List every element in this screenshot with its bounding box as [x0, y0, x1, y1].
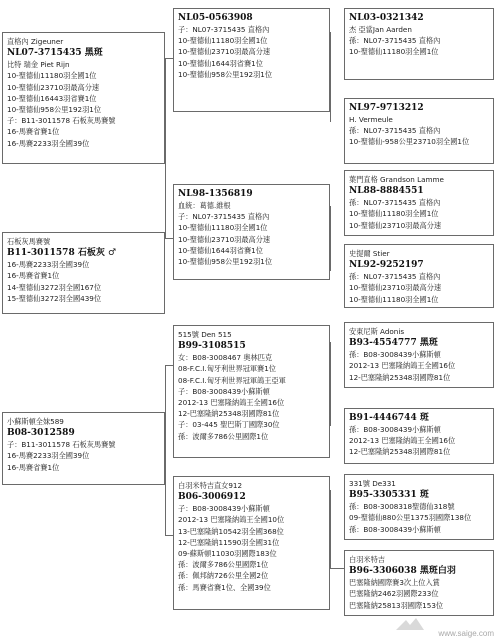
grandsire-card [173, 8, 330, 112]
card-line: 安東尼斯 Adonis [349, 327, 405, 336]
card-line: 10-聖德仙23710羽最高分速 [7, 82, 100, 92]
card-line: 孫：B08-3008439小蘇斯頓 [349, 524, 441, 534]
card-line: 09-蘇斯頓11030羽國際183位 [178, 549, 277, 559]
card-line: 10-聖德仙958公里192羽1位 [7, 105, 102, 115]
card-line: 16-馬賽省賽1位 [7, 271, 60, 281]
card-line: 石板灰馬賽號 [7, 237, 51, 246]
card-line: 杰 亞當Jan Aarden [349, 25, 412, 34]
card-line: 孫：馬賽省賽1位、全國39位 [178, 582, 271, 592]
card-line: 13-巴塞隆納10542羽全國368位 [178, 526, 284, 536]
card-line: 孫：B08-3008439小蘇斯頓 [349, 425, 441, 434]
card-line: 子：03-445 聖巴斯丁國際30位 [178, 420, 280, 430]
card-line: 2012-13 巴塞隆納鴿王全國10位 [178, 515, 285, 525]
card-line: 14-聖德仙3272羽全國167位 [7, 282, 102, 292]
watermark-text: www.saige.com [438, 629, 494, 638]
card-line: 白羽米特吉 [349, 555, 385, 564]
card-line: 16-馬賽省賽1位 [7, 127, 60, 137]
adonis-card [344, 322, 494, 388]
de331-card [344, 474, 494, 540]
card-line: 子：B08-3008439小蘇斯頓 [178, 504, 270, 514]
card-line: 12-巴塞隆納11590羽全國31位 [178, 537, 280, 547]
card-line: 10-聖德仙16443羽省賽1位 [7, 93, 97, 103]
card-line: 10-聖德仙11180羽全國1位 [349, 209, 439, 219]
marseille-pigeon-card [2, 232, 165, 314]
card-line: 子：B08-3008439小蘇斯頓 [178, 386, 270, 396]
card-line: 10-聖德仙1644羽省賽1位 [178, 245, 263, 255]
card-line: 孫：NL07-3715435 直格內 [349, 272, 441, 282]
card-line: 10-聖德仙958公里192羽1位 [178, 257, 273, 267]
card-line: 子：NL07-3715435 直格內 [178, 25, 270, 34]
card-line: 16-馬賽2233羽全國39位 [7, 138, 90, 148]
card-line: 10-聖德仙11180羽全國1位 [349, 47, 439, 57]
subject-pigeon-card [2, 32, 165, 164]
ring-number: B96-3306038 黑斑白羽 [349, 566, 456, 577]
card-line: 孫：波爾多786公里國際1位 [178, 431, 269, 441]
card-line: 515號 Den 515 [178, 330, 232, 339]
card-line: 10-聖德仙11180羽全國1位 [178, 223, 268, 233]
great-grandsire-1-card [344, 8, 494, 80]
card-line: 孫：佩邦納726公里全國2位 [178, 571, 269, 581]
card-line: 10-聖德仙23710羽最高分速 [349, 283, 442, 293]
ring-number: NL92-9252197 [349, 260, 424, 271]
ring-number: B99-3108515 [178, 341, 246, 352]
card-line: H. Vermeule [349, 115, 393, 124]
card-line: 巴塞隆納2462羽國際233位 [349, 589, 439, 599]
card-line: 15-聖德仙3272羽全國439位 [7, 293, 102, 303]
card-line: 12-巴塞隆納25348羽國際81位 [349, 372, 451, 382]
card-line: 10-聖德仙-958公里23710羽全國1位 [349, 137, 470, 147]
card-line: 331號 De331 [349, 479, 396, 488]
great-grandsire-2-card [344, 170, 494, 236]
card-line: 血統：葛德.維根 [178, 201, 231, 210]
connector [330, 490, 331, 568]
card-line: 史提爾 Stier [349, 249, 390, 258]
granddam-card [173, 184, 330, 280]
card-line: 孫：B08-3008439小蘇斯頓 [349, 350, 441, 360]
connector [165, 58, 166, 238]
ring-number: NL05-0563908 [178, 13, 253, 23]
ring-number: NL88-8884551 [349, 186, 424, 197]
card-line: 10-聖德仙11180羽全國1位 [349, 294, 439, 304]
card-line: 子：NL07-3715435 直格內 [178, 212, 270, 222]
card-line: 孫：B08-3008318聖德仙318號 [349, 502, 455, 512]
ring-number: NL98-1356819 [178, 189, 253, 199]
ring-number: B06-3006912 [178, 492, 246, 503]
ring-number: NL97-9713212 [349, 103, 424, 113]
card-line: 直格內 Zigeuner [7, 37, 64, 46]
card-line: 比特 瑞金 Piet Rijn [7, 60, 70, 70]
card-line: 10-聖德仙23710羽最高分速 [178, 47, 271, 57]
card-line: 2012-13 巴塞隆納鴿王全國16位 [178, 398, 285, 408]
ring-number: B08-3012589 [7, 428, 75, 439]
card-line: 2012-13 巴塞隆納鴿王全國16位 [349, 436, 456, 446]
card-line: 小蘇斯頓全妹589 [7, 417, 64, 426]
card-line: 10-聖德仙23710羽最高分速 [178, 234, 271, 244]
connector [330, 342, 331, 426]
card-line: 孫：波爾多786公里國際1位 [178, 560, 269, 570]
card-line: 女：B08-3008467 奧林匹克 [178, 353, 273, 363]
ring-number: B11-3011578 石板灰 ♂ [7, 248, 117, 259]
card-line: 孫：NL07-3715435 直格內 [349, 198, 441, 208]
b96-card [344, 550, 494, 616]
b91-card [344, 408, 494, 464]
watermark-logo-icon [394, 616, 426, 634]
ring-number: B95-3305331 斑 [349, 490, 429, 501]
card-line: 子：B11-3011578 石板灰馬賽號 [7, 116, 116, 126]
ring-number: B91-4446744 斑 [349, 413, 429, 423]
dam-589-card [2, 412, 165, 485]
card-line: 白羽米特吉直女912 [178, 481, 243, 490]
dam-912-card [173, 476, 330, 610]
card-line: 孫：NL07-3715435 直格內 [349, 36, 441, 46]
card-line: 2012-13 巴塞隆納鴿王全國16位 [349, 361, 456, 371]
connector [330, 568, 344, 569]
card-line: 16-馬賽2233羽全國39位 [7, 451, 90, 461]
card-line: 12-巴塞隆納25348羽國際81位 [349, 447, 451, 457]
ring-number: NL07-3715435 黑斑 [7, 48, 103, 59]
card-line: 16-馬賽省賽1位 [7, 462, 60, 472]
card-line: 10-聖德仙1644羽省賽1位 [178, 58, 263, 68]
sire-515-card [173, 325, 330, 458]
connector [165, 58, 173, 59]
card-line: 巴塞隆納國際賽3次上位入賞 [349, 578, 440, 588]
ring-number: B93-4554777 黑斑 [349, 338, 438, 349]
connector [165, 238, 173, 239]
card-line: 08-F.C.I.匈牙利世界冠軍鴿王亞軍 [178, 375, 286, 385]
connector [330, 32, 331, 122]
card-line: 08-F.C.I.匈牙利世界冠軍賽1位 [178, 364, 276, 374]
card-line: 09-聖德仙880公里1375羽國際138位 [349, 513, 472, 523]
connector [165, 365, 166, 535]
connector [165, 535, 173, 536]
card-line: 巴塞隆納25813羽國際153位 [349, 600, 444, 610]
great-granddam-2-card [344, 244, 494, 308]
card-line: 16-馬賽2233羽全國39位 [7, 260, 90, 270]
connector [330, 206, 331, 271]
card-line: 孫：NL07-3715435 直格內 [349, 126, 441, 136]
card-line: 子：B11-3011578 石板灰馬賽號 [7, 440, 116, 450]
card-line: 葉門直格 Grandson Lamme [349, 175, 444, 184]
card-line: 12-巴塞隆納25348羽國際81位 [178, 409, 280, 419]
card-line: 10-聖德仙23710羽最高分速 [349, 220, 442, 230]
connector [165, 365, 173, 366]
ring-number: NL03-0321342 [349, 13, 424, 23]
great-granddam-1-card [344, 98, 494, 164]
card-line: 10-聖德仙11180羽全國1位 [7, 71, 97, 81]
card-line: 10-聖德仙958公里192羽1位 [178, 69, 273, 79]
card-line: 10-聖德仙11180羽全國1位 [178, 36, 268, 46]
